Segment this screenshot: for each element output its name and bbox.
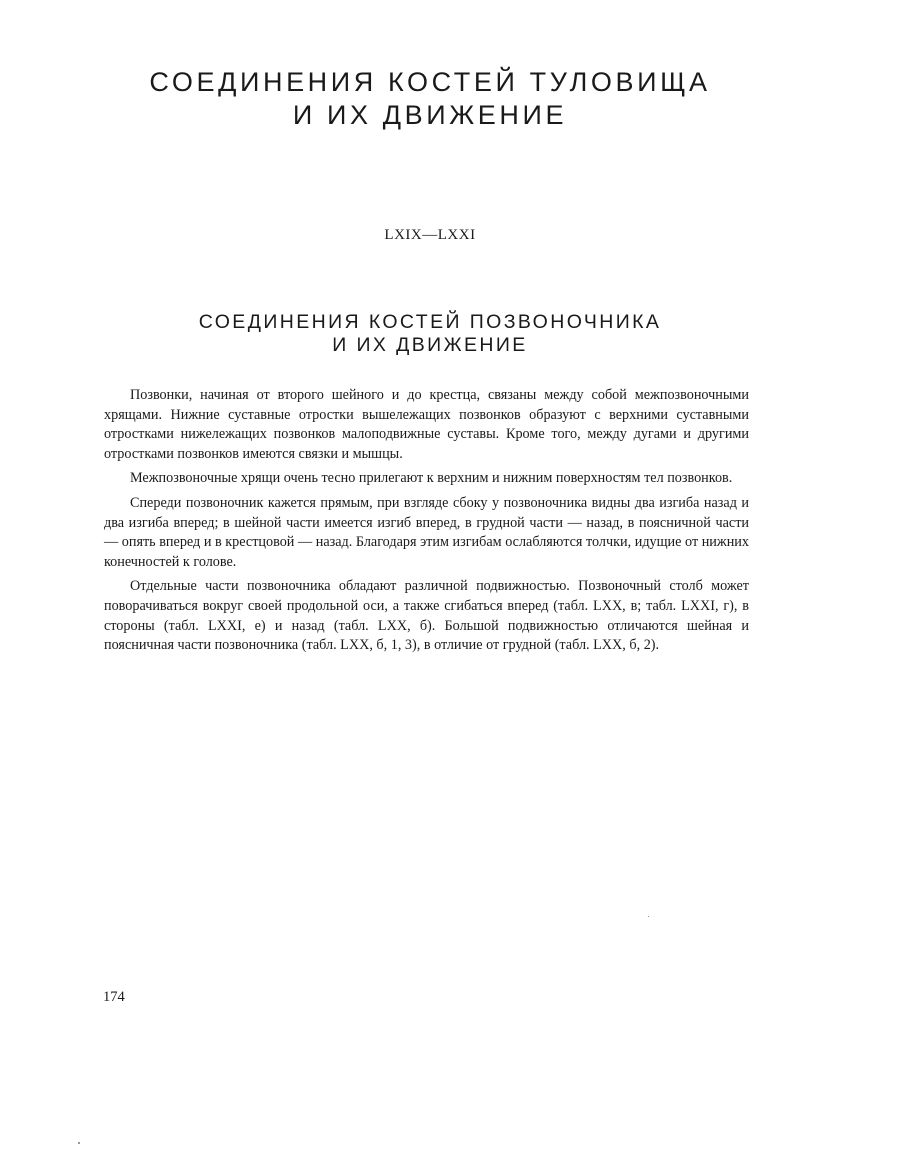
paragraph: Позвонки, начиная от второго шейного и до крестца, связаны между собой межпозвоночными хрящами. Нижние суставные отростки вышележащих позвонков образуют с верхними суставными отростками нижележащих позвонков малоподвижные суставы. Кроме того, между дугами и другими отростками позвонков имеются связки и мышцы. (104, 387, 749, 462)
body-text (104, 386, 749, 661)
paragraph: Отдельные части позвоночника обладают различной подвижностью. Позвоночный столб может поворачиваться вокруг своей продольной оси, а также сгибаться вперед (табл. LXX, в; табл. LXXI, г), в стороны (табл. LXXI, е) и назад (табл. LXX, б). Большой подвижностью отличаются шейная и поясничная части позвоночника (табл. LXX, б, 1, 3), в отличие от грудной (табл. LXX, б, 2). (104, 578, 749, 654)
chapter-title-line-1: СОЕДИНЕНИЯ КОСТЕЙ ТУЛОВИЩА (149, 67, 711, 97)
section-title-line-2: И ИХ ДВИЖЕНИЕ (332, 334, 528, 356)
chapter-title-line-2: И ИХ ДВИЖЕНИЕ (292, 100, 568, 130)
paragraph: Спереди позвоночник кажется прямым, при взгляде сбоку у позвоночника видны два изгиба назад и два изгиба вперед; в шейной части имеется изгиб вперед, в грудной части — назад, в поясничной части — опять вперед и в крестцовой — назад. Благодаря этим изгибам ослабляются толчки, идущие от нижних конечностей к голове. (104, 494, 749, 570)
scan-speck (78, 1142, 80, 1144)
section-title (0, 311, 860, 357)
paragraph: Межпозвоночные хрящи очень тесно прилегают к верхним и нижним поверхностям тел позвонков. (130, 470, 733, 487)
section-title-line-1: СОЕДИНЕНИЯ КОСТЕЙ ПОЗВОНОЧНИКА (198, 311, 662, 333)
section-number: LXIX—LXXI (384, 227, 476, 243)
chapter-title (0, 66, 860, 132)
page-number: 174 (103, 989, 125, 1005)
scan-speck (648, 916, 649, 917)
